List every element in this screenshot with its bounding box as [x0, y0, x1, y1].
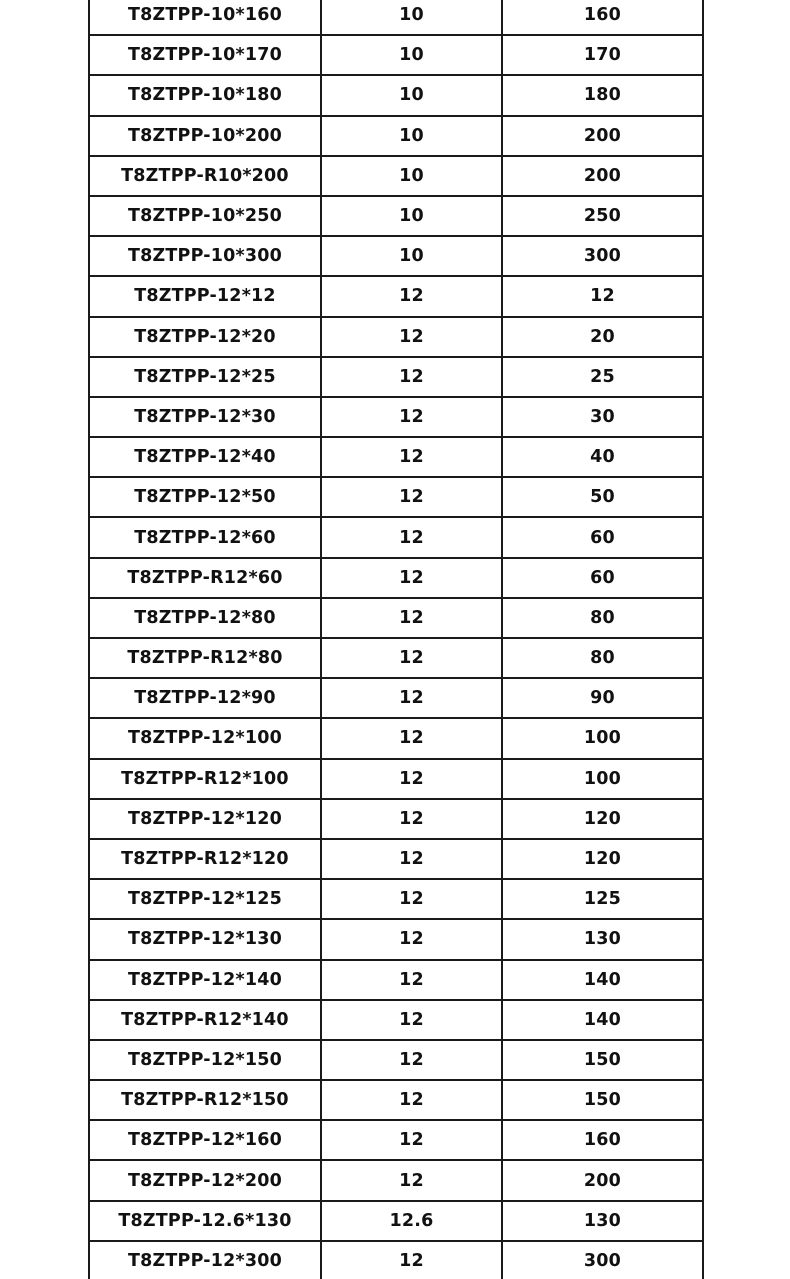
model-cell: T8ZTPP-R12*80 [89, 638, 321, 678]
length-cell: 180 [502, 75, 703, 115]
model-cell: T8ZTPP-R12*150 [89, 1080, 321, 1120]
table-row [89, 236, 703, 276]
length-cell: 200 [502, 116, 703, 156]
length-cell: 170 [502, 35, 703, 75]
length-cell: 160 [502, 0, 703, 35]
diameter-cell: 10 [321, 156, 502, 196]
model-cell: T8ZTPP-12*150 [89, 1040, 321, 1080]
diameter-cell: 12 [321, 1080, 502, 1120]
model-cell: T8ZTPP-12*100 [89, 718, 321, 758]
model-cell: T8ZTPP-12*90 [89, 678, 321, 718]
table-row [89, 638, 703, 678]
diameter-cell: 12 [321, 879, 502, 919]
diameter-cell: 12 [321, 960, 502, 1000]
diameter-cell: 12 [321, 759, 502, 799]
table-row [89, 1120, 703, 1160]
length-cell: 80 [502, 598, 703, 638]
diameter-cell: 10 [321, 35, 502, 75]
table-row [89, 558, 703, 598]
table-row [89, 678, 703, 718]
model-cell: T8ZTPP-10*160 [89, 0, 321, 35]
model-cell: T8ZTPP-12*130 [89, 919, 321, 959]
diameter-cell: 12 [321, 558, 502, 598]
model-cell: T8ZTPP-12*20 [89, 317, 321, 357]
diameter-cell: 10 [321, 116, 502, 156]
length-cell: 60 [502, 517, 703, 557]
diameter-cell: 12 [321, 678, 502, 718]
model-cell: T8ZTPP-12*30 [89, 397, 321, 437]
model-cell: T8ZTPP-10*170 [89, 35, 321, 75]
diameter-cell: 12 [321, 799, 502, 839]
model-cell: T8ZTPP-10*300 [89, 236, 321, 276]
length-cell: 200 [502, 1160, 703, 1200]
diameter-cell: 12 [321, 517, 502, 557]
table-row [89, 799, 703, 839]
table-row [89, 196, 703, 236]
length-cell: 150 [502, 1040, 703, 1080]
diameter-cell: 10 [321, 0, 502, 35]
length-cell: 130 [502, 1201, 703, 1241]
table-row [89, 517, 703, 557]
model-cell: T8ZTPP-12*40 [89, 437, 321, 477]
length-cell: 300 [502, 236, 703, 276]
table-row [89, 75, 703, 115]
length-cell: 120 [502, 799, 703, 839]
model-cell: T8ZTPP-12*140 [89, 960, 321, 1000]
table-row [89, 1160, 703, 1200]
diameter-cell: 12 [321, 437, 502, 477]
model-cell: T8ZTPP-12*120 [89, 799, 321, 839]
length-cell: 300 [502, 1241, 703, 1279]
diameter-cell: 12 [321, 919, 502, 959]
model-cell: T8ZTPP-12*125 [89, 879, 321, 919]
model-cell: T8ZTPP-R12*60 [89, 558, 321, 598]
length-cell: 140 [502, 960, 703, 1000]
table-row [89, 1201, 703, 1241]
model-cell: T8ZTPP-R12*140 [89, 1000, 321, 1040]
table-row [89, 0, 703, 35]
table-row [89, 156, 703, 196]
table-row [89, 397, 703, 437]
length-cell: 100 [502, 718, 703, 758]
diameter-cell: 12.6 [321, 1201, 502, 1241]
diameter-cell: 10 [321, 196, 502, 236]
length-cell: 125 [502, 879, 703, 919]
table-row [89, 759, 703, 799]
length-cell: 40 [502, 437, 703, 477]
diameter-cell: 12 [321, 317, 502, 357]
model-cell: T8ZTPP-12*60 [89, 517, 321, 557]
length-cell: 90 [502, 678, 703, 718]
table-row [89, 276, 703, 316]
model-cell: T8ZTPP-12*80 [89, 598, 321, 638]
diameter-cell: 12 [321, 638, 502, 678]
table-row [89, 116, 703, 156]
length-cell: 20 [502, 317, 703, 357]
length-cell: 140 [502, 1000, 703, 1040]
length-cell: 80 [502, 638, 703, 678]
diameter-cell: 10 [321, 75, 502, 115]
diameter-cell: 10 [321, 236, 502, 276]
table-row [89, 1000, 703, 1040]
table-row [89, 919, 703, 959]
length-cell: 25 [502, 357, 703, 397]
diameter-cell: 12 [321, 477, 502, 517]
model-cell: T8ZTPP-12*50 [89, 477, 321, 517]
diameter-cell: 12 [321, 1040, 502, 1080]
model-cell: T8ZTPP-10*200 [89, 116, 321, 156]
diameter-cell: 12 [321, 357, 502, 397]
diameter-cell: 12 [321, 397, 502, 437]
diameter-cell: 12 [321, 1000, 502, 1040]
table-row [89, 1040, 703, 1080]
table-row [89, 839, 703, 879]
model-cell: T8ZTPP-10*250 [89, 196, 321, 236]
length-cell: 30 [502, 397, 703, 437]
length-cell: 60 [502, 558, 703, 598]
model-cell: T8ZTPP-12*300 [89, 1241, 321, 1279]
model-cell: T8ZTPP-R12*120 [89, 839, 321, 879]
length-cell: 100 [502, 759, 703, 799]
length-cell: 250 [502, 196, 703, 236]
table-row [89, 477, 703, 517]
length-cell: 160 [502, 1120, 703, 1160]
diameter-cell: 12 [321, 718, 502, 758]
table-row [89, 1241, 703, 1279]
spec-table-body [89, 0, 703, 1279]
table-row [89, 35, 703, 75]
diameter-cell: 12 [321, 1241, 502, 1279]
spec-table [88, 0, 704, 1279]
model-cell: T8ZTPP-R10*200 [89, 156, 321, 196]
diameter-cell: 12 [321, 276, 502, 316]
length-cell: 200 [502, 156, 703, 196]
diameter-cell: 12 [321, 598, 502, 638]
length-cell: 130 [502, 919, 703, 959]
model-cell: T8ZTPP-R12*100 [89, 759, 321, 799]
table-row [89, 437, 703, 477]
length-cell: 150 [502, 1080, 703, 1120]
table-row [89, 879, 703, 919]
table-row [89, 1080, 703, 1120]
diameter-cell: 12 [321, 839, 502, 879]
model-cell: T8ZTPP-12*25 [89, 357, 321, 397]
table-row [89, 960, 703, 1000]
table-row [89, 317, 703, 357]
diameter-cell: 12 [321, 1160, 502, 1200]
model-cell: T8ZTPP-10*180 [89, 75, 321, 115]
table-row [89, 598, 703, 638]
table-row [89, 357, 703, 397]
diameter-cell: 12 [321, 1120, 502, 1160]
model-cell: T8ZTPP-12*200 [89, 1160, 321, 1200]
model-cell: T8ZTPP-12*12 [89, 276, 321, 316]
length-cell: 12 [502, 276, 703, 316]
table-row [89, 718, 703, 758]
length-cell: 120 [502, 839, 703, 879]
length-cell: 50 [502, 477, 703, 517]
model-cell: T8ZTPP-12*160 [89, 1120, 321, 1160]
model-cell: T8ZTPP-12.6*130 [89, 1201, 321, 1241]
